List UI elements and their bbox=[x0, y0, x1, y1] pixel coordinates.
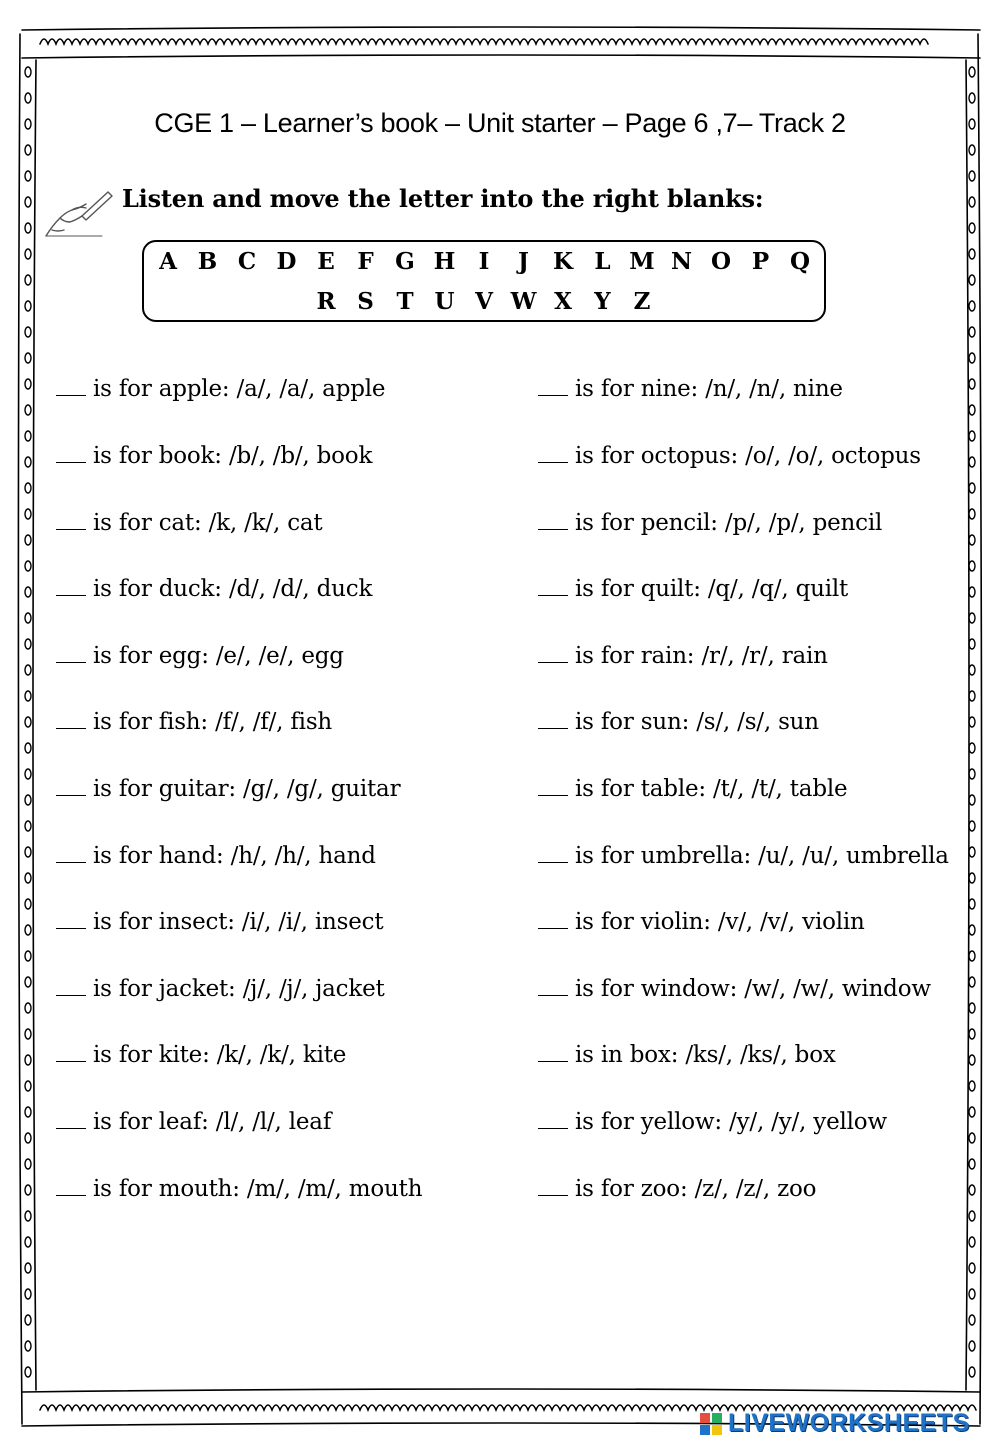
drop-blank[interactable] bbox=[538, 777, 568, 796]
draggable-letter[interactable]: K bbox=[553, 248, 573, 275]
draggable-letter[interactable]: P bbox=[751, 248, 770, 275]
draggable-letter[interactable]: G bbox=[395, 248, 415, 275]
exercise-item-text: is in box: /ks/, /ks/, box bbox=[575, 1042, 836, 1068]
drop-blank[interactable] bbox=[538, 644, 568, 663]
liveworksheets-logo-icon bbox=[700, 1413, 724, 1435]
draggable-letter[interactable]: X bbox=[554, 288, 572, 315]
drop-blank[interactable] bbox=[538, 1177, 568, 1196]
drop-blank[interactable] bbox=[56, 777, 86, 796]
exercise-item bbox=[56, 376, 385, 402]
exercise-item-text: is for octopus: /o/, /o/, octopus bbox=[575, 443, 921, 469]
draggable-letter[interactable]: F bbox=[357, 248, 374, 275]
exercise-item bbox=[538, 909, 865, 935]
exercise-item bbox=[538, 976, 931, 1002]
drop-blank[interactable] bbox=[538, 444, 568, 463]
exercise-item-text: is for egg: /e/, /e/, egg bbox=[93, 643, 344, 669]
exercise-item bbox=[56, 909, 383, 935]
draggable-letter[interactable]: Z bbox=[633, 288, 651, 315]
drop-blank[interactable] bbox=[56, 1110, 86, 1129]
letter-bank-row-1 bbox=[144, 248, 824, 275]
exercise-item bbox=[56, 976, 385, 1002]
draggable-letter[interactable]: I bbox=[478, 248, 490, 275]
exercise-item bbox=[56, 776, 400, 802]
draggable-letter[interactable]: H bbox=[433, 248, 456, 275]
exercise-item bbox=[56, 643, 344, 669]
drop-blank[interactable] bbox=[538, 710, 568, 729]
drop-blank[interactable] bbox=[56, 1043, 86, 1062]
letter-bank-row-2 bbox=[144, 288, 824, 315]
drop-blank[interactable] bbox=[56, 710, 86, 729]
drop-blank[interactable] bbox=[538, 910, 568, 929]
exercise-item-text: is for pencil: /p/, /p/, pencil bbox=[575, 510, 883, 536]
exercise-item bbox=[56, 709, 332, 735]
draggable-letter[interactable]: B bbox=[197, 248, 218, 275]
draggable-letter[interactable]: D bbox=[276, 248, 297, 275]
pencil-hand-icon bbox=[42, 186, 114, 242]
drop-blank[interactable] bbox=[538, 1043, 568, 1062]
exercise-item-text: is for violin: /v/, /v/, violin bbox=[575, 909, 865, 935]
exercise-item-text: is for fish: /f/, /f/, fish bbox=[93, 709, 333, 735]
draggable-letter[interactable]: J bbox=[518, 248, 529, 275]
exercise-item-text: is for duck: /d/, /d/, duck bbox=[93, 576, 373, 602]
exercise-item-text: is for table: /t/, /t/, table bbox=[575, 776, 848, 802]
exercise-item-text: is for kite: /k/, /k/, kite bbox=[93, 1042, 347, 1068]
drop-blank[interactable] bbox=[56, 511, 86, 530]
exercise-item-text: is for jacket: /j/, /j/, jacket bbox=[93, 976, 385, 1002]
draggable-letter[interactable]: U bbox=[434, 288, 455, 315]
exercise-item-text: is for rain: /r/, /r/, rain bbox=[575, 643, 828, 669]
draggable-letter[interactable]: T bbox=[396, 288, 414, 315]
draggable-letter[interactable]: O bbox=[710, 248, 732, 275]
exercise-item bbox=[56, 510, 322, 536]
exercise-item-text: is for umbrella: /u/, /u/, umbrella bbox=[575, 843, 949, 869]
exercise-item-text: is for apple: /a/, /a/, apple bbox=[93, 376, 386, 402]
exercise-item-text: is for guitar: /g/, /g/, guitar bbox=[93, 776, 401, 802]
exercise-item bbox=[538, 376, 843, 402]
exercise-item-text: is for insect: /i/, /i/, insect bbox=[93, 909, 384, 935]
draggable-letter[interactable]: M bbox=[629, 248, 655, 275]
exercise-item bbox=[538, 1176, 816, 1202]
exercise-item bbox=[56, 443, 372, 469]
drop-blank[interactable] bbox=[56, 910, 86, 929]
liveworksheets-brand-text: LIVEWORKSHEETS bbox=[728, 1409, 970, 1437]
exercise-item-text: is for sun: /s/, /s/, sun bbox=[575, 709, 819, 735]
draggable-letter[interactable]: W bbox=[510, 288, 537, 315]
exercise-item bbox=[538, 576, 848, 602]
drop-blank[interactable] bbox=[538, 577, 568, 596]
drop-blank[interactable] bbox=[56, 444, 86, 463]
drop-blank[interactable] bbox=[56, 844, 86, 863]
drop-blank[interactable] bbox=[56, 1177, 86, 1196]
drop-blank[interactable] bbox=[56, 977, 86, 996]
draggable-letter[interactable]: R bbox=[316, 288, 336, 315]
liveworksheets-brand bbox=[700, 1409, 970, 1438]
draggable-letter[interactable]: V bbox=[475, 288, 493, 315]
letter-bank bbox=[142, 240, 826, 322]
draggable-letter[interactable]: Q bbox=[789, 248, 811, 275]
drop-blank[interactable] bbox=[538, 1110, 568, 1129]
drop-blank[interactable] bbox=[538, 377, 568, 396]
exercise-item bbox=[538, 843, 949, 869]
draggable-letter[interactable]: Y bbox=[594, 288, 611, 315]
drop-blank[interactable] bbox=[538, 844, 568, 863]
exercise-item-text: is for quilt: /q/, /q/, quilt bbox=[575, 576, 849, 602]
exercise-item bbox=[56, 1042, 346, 1068]
exercise-item-text: is for yellow: /y/, /y/, yellow bbox=[575, 1109, 887, 1135]
drop-blank[interactable] bbox=[538, 511, 568, 530]
exercise-item-text: is for nine: /n/, /n/, nine bbox=[575, 376, 843, 402]
exercise-item bbox=[56, 843, 376, 869]
draggable-letter[interactable]: C bbox=[237, 248, 257, 275]
draggable-letter[interactable]: E bbox=[317, 248, 335, 275]
draggable-letter[interactable]: S bbox=[357, 288, 374, 315]
exercise-item-text: is for hand: /h/, /h/, hand bbox=[93, 843, 376, 869]
exercise-item bbox=[538, 443, 921, 469]
exercise-item-text: is for window: /w/, /w/, window bbox=[575, 976, 931, 1002]
draggable-letter[interactable]: A bbox=[159, 248, 177, 275]
exercise-item bbox=[538, 1109, 887, 1135]
exercise-item-text: is for cat: /k, /k/, cat bbox=[93, 510, 323, 536]
exercise-item-text: is for zoo: /z/, /z/, zoo bbox=[575, 1176, 817, 1202]
instruction-text: Listen and move the letter into the right blanks: bbox=[122, 184, 764, 213]
page-title: CGE 1 – Learner’s book – Unit starter – Page 6 ,7– Track 2 bbox=[154, 108, 846, 138]
exercise-item bbox=[538, 643, 828, 669]
draggable-letter[interactable]: N bbox=[670, 248, 693, 275]
drop-blank[interactable] bbox=[56, 644, 86, 663]
exercise-item bbox=[56, 1109, 331, 1135]
exercise-item bbox=[538, 1042, 836, 1068]
exercise-item bbox=[538, 510, 882, 536]
exercise-item bbox=[56, 576, 372, 602]
exercise-item-text: is for mouth: /m/, /m/, mouth bbox=[93, 1176, 423, 1202]
exercise-item bbox=[538, 709, 819, 735]
exercise-item bbox=[538, 776, 847, 802]
drop-blank[interactable] bbox=[56, 577, 86, 596]
drop-blank[interactable] bbox=[56, 377, 86, 396]
exercise-item-text: is for leaf: /l/, /l/, leaf bbox=[93, 1109, 332, 1135]
draggable-letter[interactable]: L bbox=[594, 248, 611, 275]
drop-blank[interactable] bbox=[538, 977, 568, 996]
exercise-item-text: is for book: /b/, /b/, book bbox=[93, 443, 373, 469]
exercise-item bbox=[56, 1176, 422, 1202]
